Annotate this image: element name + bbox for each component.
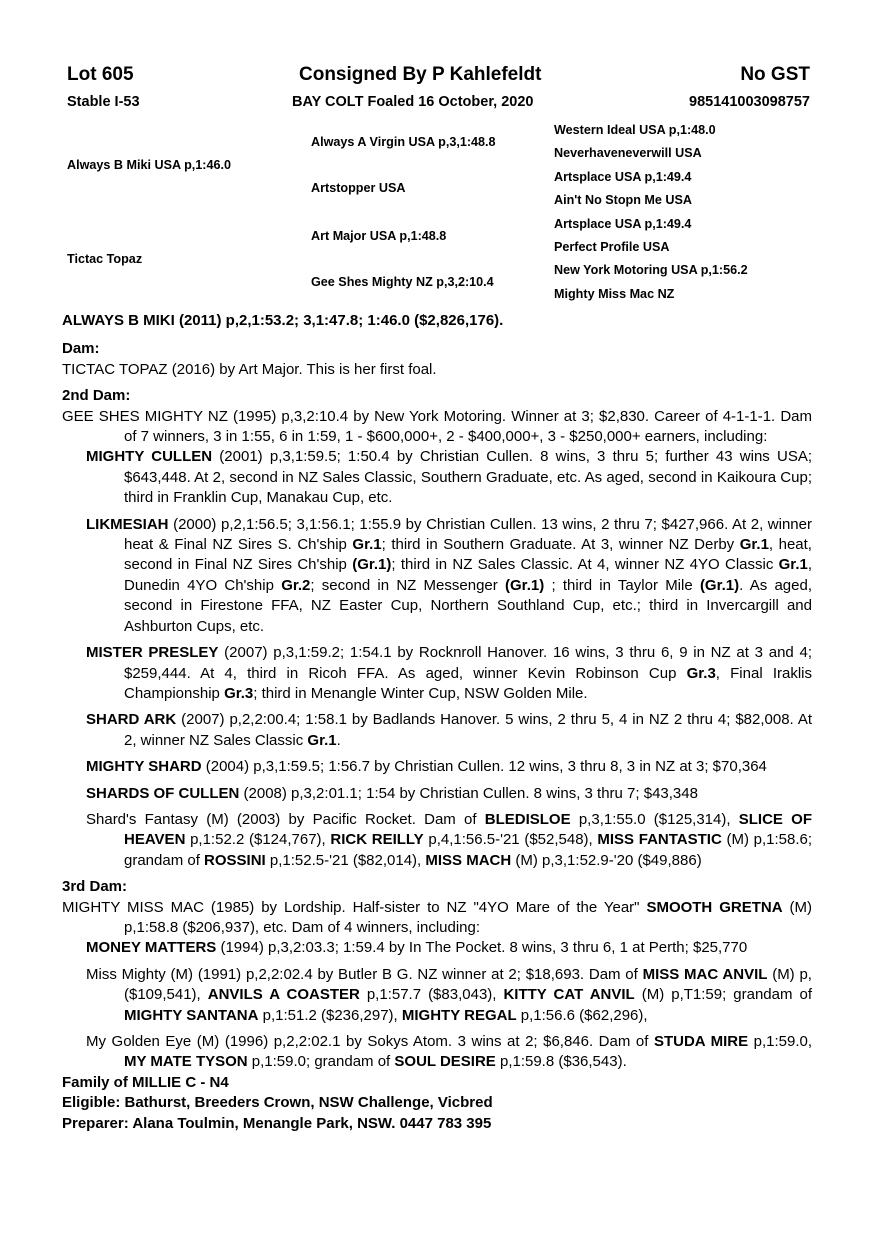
horse-name: MISS MACH — [425, 851, 512, 869]
pedigree-dam: Tictac Topaz — [67, 252, 143, 266]
entry-text: (M) p,T1:59; grandam of — [634, 986, 812, 1004]
family-line: Family of MILLIE C - N4 — [62, 1073, 229, 1091]
pedigree-sire: Always B Miki USA p,1:46.0 — [67, 158, 232, 172]
entry-text: ; third in NZ Sales Classic. At 4, winner NZ 4YO Classic — [391, 556, 779, 574]
lot-number: Lot 605 — [67, 64, 134, 85]
horse-name: MIGHTY REGAL — [401, 1006, 517, 1024]
dam-text: TICTAC TOPAZ (2016) by Art Major. This is her first foal. — [62, 360, 437, 378]
entry-text: Miss Mighty (M) (1991) p,2,2:02.4 by Butler B G. NZ winner at 2; $18,693. Dam of — [86, 965, 643, 983]
progeny-entry — [62, 643, 812, 704]
pedigree-g8: Mighty Miss Mac NZ — [554, 287, 675, 301]
horse-name: MIGHTY SHARD — [86, 758, 202, 776]
race-grade: (Gr.1) — [699, 576, 740, 594]
progeny-entry — [62, 938, 812, 958]
third-dam-intro — [62, 898, 812, 939]
pedigree-sire-sire: Always A Virgin USA p,3,1:48.8 — [311, 135, 496, 149]
entry-text: (1994) p,3,2:03.3; 1:59.4 by In The Pocket. 8 wins, 3 thru 6, 1 at Perth; $25,770 — [216, 939, 748, 957]
horse-description: BAY COLT Foaled 16 October, 2020 — [292, 94, 534, 110]
race-grade: (Gr.1) — [352, 556, 392, 574]
stable-number: Stable I-53 — [67, 94, 140, 110]
horse-name: MISS MAC ANVIL — [642, 965, 768, 983]
race-grade: Gr.3 — [686, 664, 716, 682]
entry-text: (2000) p,2,1:56.5; 3,1:56.1; 1:55.9 by Christian Cullen. 13 wins, 2 thru 7; $427,966. At 2, winner heat & Final NZ Sires S. Ch'ship — [124, 515, 812, 554]
horse-name: MIGHTY SANTANA — [124, 1006, 259, 1024]
pedigree-sire-dam: Artstopper USA — [311, 181, 406, 195]
pedigree-g5: Artsplace USA p,1:49.4 — [554, 217, 692, 231]
pedigree-g1: Western Ideal USA p,1:48.0 — [554, 123, 716, 137]
entry-text: (2004) p,3,1:59.5; 1:56.7 by Christian Cullen. 12 wins, 3 thru 8, 3 in NZ at 3; $70,364 — [201, 758, 767, 776]
entry-text: MIGHTY MISS MAC (1985) by Lordship. Half-sister to NZ "4YO Mare of the Year" — [62, 898, 647, 916]
entry-text: (M) p,1:58.6; grandam of — [124, 831, 813, 869]
entry-text: , heat, second in Final NZ Sires Ch'ship — [124, 536, 812, 574]
entry-text: ; third in Menangle Winter Cup, NSW Golden Mile. — [253, 684, 588, 702]
entry-text: p,1:51.2 ($236,297), — [258, 1006, 402, 1024]
pedigree-dam-dam: Gee Shes Mighty NZ p,3,2:10.4 — [311, 275, 494, 289]
horse-name: MISTER PRESLEY — [86, 644, 219, 662]
horse-name: STUDA MIRE — [653, 1033, 749, 1050]
dam-heading: Dam: — [62, 340, 100, 358]
horse-name: ANVILS A COASTER — [207, 986, 360, 1004]
horse-name: ROSSINI — [204, 851, 266, 869]
horse-name: SOUL DESIRE — [394, 1053, 496, 1071]
pedigree-g2: Neverhaveneverwill USA — [554, 146, 702, 160]
entry-text: (2007) p,2,2:00.4; 1:58.1 by Badlands Hanover. 5 wins, 2 thru 5, 4 in NZ 2 thru 4; $82,008. At 2, winner NZ Sales Classic — [124, 711, 812, 749]
progeny-entry — [62, 447, 812, 508]
horse-name: MIGHTY CULLEN — [86, 448, 213, 466]
progeny-entry — [62, 710, 812, 751]
progeny-entry — [62, 757, 812, 777]
pedigree-g3: Artsplace USA p,1:49.4 — [554, 170, 692, 184]
race-grade: (Gr.1) — [505, 576, 545, 594]
horse-name: SMOOTH GRETNA — [646, 898, 783, 916]
entry-text: ; third in Southern Graduate. At 3, winner NZ Derby — [381, 536, 740, 554]
entry-text: . — [336, 731, 341, 749]
horse-name: MISS FANTASTIC — [597, 831, 722, 849]
entry-text: p,4,1:56.5-'21 ($52,548), — [423, 831, 598, 849]
race-grade: Gr.1 — [778, 556, 808, 574]
preparer-line: Preparer: Alana Toulmin, Menangle Park, NSW. 0447 783 395 — [62, 1114, 492, 1132]
race-grade: Gr.1 — [739, 536, 769, 554]
entry-text: , Dunedin 4YO Ch'ship — [124, 556, 812, 594]
horse-name: SHARD ARK — [86, 711, 177, 729]
entry-text: (M) p,1:58.8 ($206,937), etc. Dam of 4 winners, including: — [124, 898, 812, 936]
horse-name: KITTY CAT ANVIL — [503, 986, 635, 1004]
third-dam-heading: 3rd Dam: — [62, 878, 128, 896]
gst-status: No GST — [740, 64, 810, 85]
entry-text: ; third in Taylor Mile — [544, 576, 700, 594]
consignor: Consigned By P Kahlefeldt — [299, 64, 542, 85]
race-grade: Gr.3 — [224, 684, 254, 702]
progeny-entry — [62, 1032, 812, 1073]
second-dam-intro: GEE SHES MIGHTY NZ (1995) p,3,2:10.4 by New York Motoring. Winner at 3; $2,830. Career of 4-1-1-1. Dam of 7 winners, 3 in 1:55, 6 in 1:59, 1 - $600,000+, 2 - $400,000+, 3 - $250,000+ earners, including: — [62, 407, 812, 446]
second-dam-heading: 2nd Dam: — [62, 387, 131, 405]
horse-name: SHARDS OF CULLEN — [86, 784, 240, 802]
entry-text: p,1:56.6 ($62,296), — [516, 1006, 648, 1024]
entry-text: . As aged, second in Firestone FFA, NZ Easter Cup, Northern Southland Cup, etc.; third in Invercargill and Ashburton Cups, etc. — [124, 576, 812, 635]
entry-text: p,1:52.2 ($124,767), — [185, 831, 331, 849]
eligible-line: Eligible: Bathurst, Breeders Crown, NSW Challenge, Vicbred — [62, 1094, 493, 1112]
entry-text: p,1:57.7 ($83,043), — [359, 986, 504, 1004]
entry-text: ; second in NZ Messenger — [310, 576, 506, 594]
progeny-entry — [62, 515, 812, 637]
horse-name: LIKMESIAH — [86, 515, 169, 533]
pedigree-body — [62, 311, 812, 1134]
progeny-entry — [62, 784, 812, 804]
entry-text: (2007) p,3,1:59.2; 1:54.1 by Rocknroll Hanover. 16 wins, 3 thru 6, 9 in NZ at 3 and 4; $259,444. At 4, third in Ricoh FFA. As aged, winner Kevin Robinson Cup — [124, 644, 813, 682]
entry-text: p,1:59.0; grandam of — [247, 1053, 395, 1071]
entry-text: p,1:59.0, — [748, 1033, 812, 1050]
progeny-entry — [62, 810, 812, 871]
entry-text: p,3,1:55.0 ($125,314), — [570, 810, 739, 828]
entry-text: , Final Iraklis Championship — [124, 664, 813, 702]
entry-text: p,1:59.8 ($36,543). — [495, 1053, 627, 1071]
horse-name: MY MATE TYSON — [124, 1053, 248, 1071]
race-grade: Gr.1 — [307, 731, 337, 749]
entry-text: (2001) p,3,1:59.5; 1:50.4 by Christian Cullen. 8 wins, 3 thru 5; further 43 wins USA; $643,448. At 2, second in NZ Sales Classic, Southern Graduate, etc. As aged, second in Kaikoura Cup; third in Franklin Cup, Manakau Cup, etc. — [124, 448, 812, 507]
horse-name: SLICE OF HEAVEN — [124, 810, 813, 849]
horse-name: MONEY MATTERS — [86, 939, 217, 957]
entry-text: p,1:52.5-'21 ($82,014), — [265, 851, 426, 869]
race-grade: Gr.2 — [281, 576, 311, 594]
pedigree-dam-sire: Art Major USA p,1:48.8 — [311, 229, 447, 243]
horse-name: BLEDISLOE — [484, 810, 571, 828]
progeny-entry — [62, 965, 812, 1026]
entry-text: My Golden Eye (M) (1996) p,2,2:02.1 by Sokys Atom. 3 wins at 2; $6,846. Dam of — [86, 1033, 654, 1050]
entry-text: (M) p, ($109,541), — [124, 965, 812, 1004]
entry-text: (2008) p,3,2:01.1; 1:54 by Christian Cullen. 8 wins, 3 thru 7; $43,348 — [239, 784, 698, 802]
microchip-number: 985141003098757 — [689, 94, 810, 110]
horse-name: RICK REILLY — [330, 831, 424, 849]
race-grade: Gr.1 — [352, 536, 382, 554]
entry-text: Shard's Fantasy (M) (2003) by Pacific Rocket. Dam of — [86, 810, 485, 828]
sire-performance: ALWAYS B MIKI (2011) p,2,1:53.2; 3,1:47.8; 1:46.0 ($2,826,176). — [62, 312, 504, 329]
pedigree-g4: Ain't No Stopn Me USA — [554, 193, 693, 207]
entry-text: (M) p,3,1:52.9-'20 ($49,886) — [511, 851, 702, 869]
pedigree-g7: New York Motoring USA p,1:56.2 — [554, 263, 748, 277]
pedigree-g6: Perfect Profile USA — [554, 240, 670, 254]
